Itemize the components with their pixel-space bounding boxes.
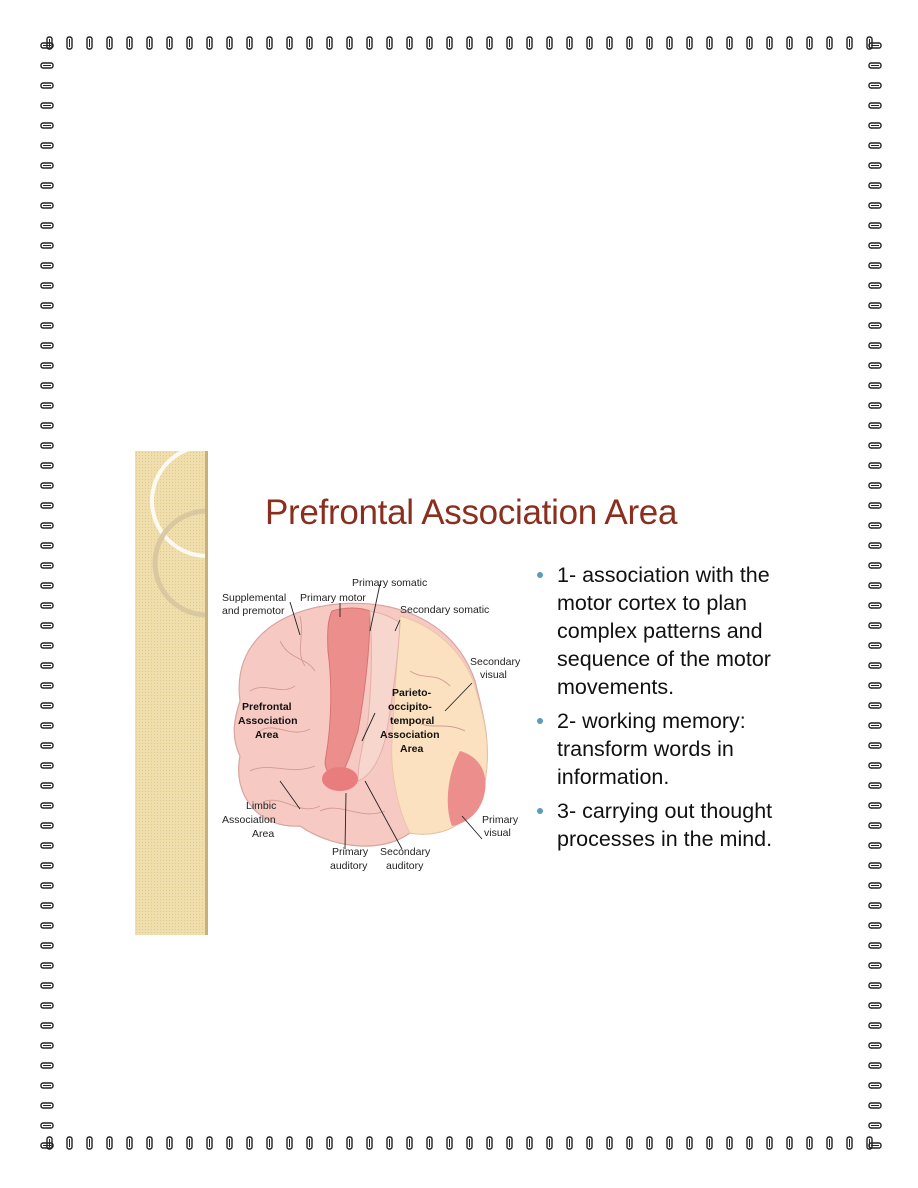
- label-primary-somatic: Primary somatic: [352, 577, 428, 589]
- slide-title: Prefrontal Association Area: [265, 493, 678, 532]
- auditory-patch: [322, 767, 358, 791]
- label-supplemental-1: Supplemental: [222, 592, 287, 604]
- page-border-top: [40, 36, 882, 50]
- label-secondary-visual-2: visual: [480, 669, 507, 681]
- label-secondary-auditory-2: auditory: [386, 860, 424, 872]
- label-prefrontal-2: Association: [238, 715, 298, 727]
- bullet-item: [535, 797, 795, 853]
- label-parieto-2: occipito-: [388, 701, 432, 713]
- label-primary-visual-2: visual: [484, 827, 511, 839]
- bullet-dot-icon: [537, 808, 543, 814]
- page-border-right: [868, 36, 882, 1150]
- bullet-text: 3- carrying out thought processes in the mind.: [557, 799, 773, 851]
- bullet-list: [535, 561, 795, 859]
- label-limbic-2: Association: [222, 814, 276, 826]
- bullet-text: 1- association with the motor cortex to plan complex patterns and sequence of the motor movements.: [557, 563, 771, 699]
- label-secondary-visual-1: Secondary: [470, 656, 521, 668]
- bullet-dot-icon: [537, 572, 543, 578]
- brain-diagram: [220, 571, 530, 881]
- page-border-left: [40, 36, 54, 1150]
- bullet-item: [535, 561, 795, 701]
- label-secondary-somatic: Secondary somatic: [400, 604, 490, 616]
- bullet-dot-icon: [537, 718, 543, 724]
- slide-side-panel: [135, 451, 208, 935]
- label-primary-visual-1: Primary: [482, 814, 519, 826]
- label-limbic-3: Area: [252, 828, 275, 840]
- label-limbic-1: Limbic: [246, 800, 277, 812]
- slide-image: [135, 451, 795, 935]
- label-supplemental-2: and premotor: [222, 605, 285, 617]
- label-parieto-4: Association: [380, 729, 440, 741]
- label-parieto-5: Area: [400, 743, 424, 755]
- label-parieto-3: temporal: [390, 715, 435, 727]
- label-prefrontal-3: Area: [255, 729, 279, 741]
- label-parieto-1: Parieto-: [392, 687, 432, 699]
- label-secondary-auditory-1: Secondary: [380, 846, 431, 858]
- bullet-text: 2- working memory: transform words in information.: [557, 709, 746, 789]
- label-prefrontal-1: Prefrontal: [242, 701, 292, 713]
- label-primary-motor: Primary motor: [300, 592, 366, 604]
- label-primary-auditory-2: auditory: [330, 860, 368, 872]
- bullet-item: [535, 707, 795, 791]
- label-primary-auditory-1: Primary: [332, 846, 369, 858]
- page-border-bottom: [40, 1136, 882, 1150]
